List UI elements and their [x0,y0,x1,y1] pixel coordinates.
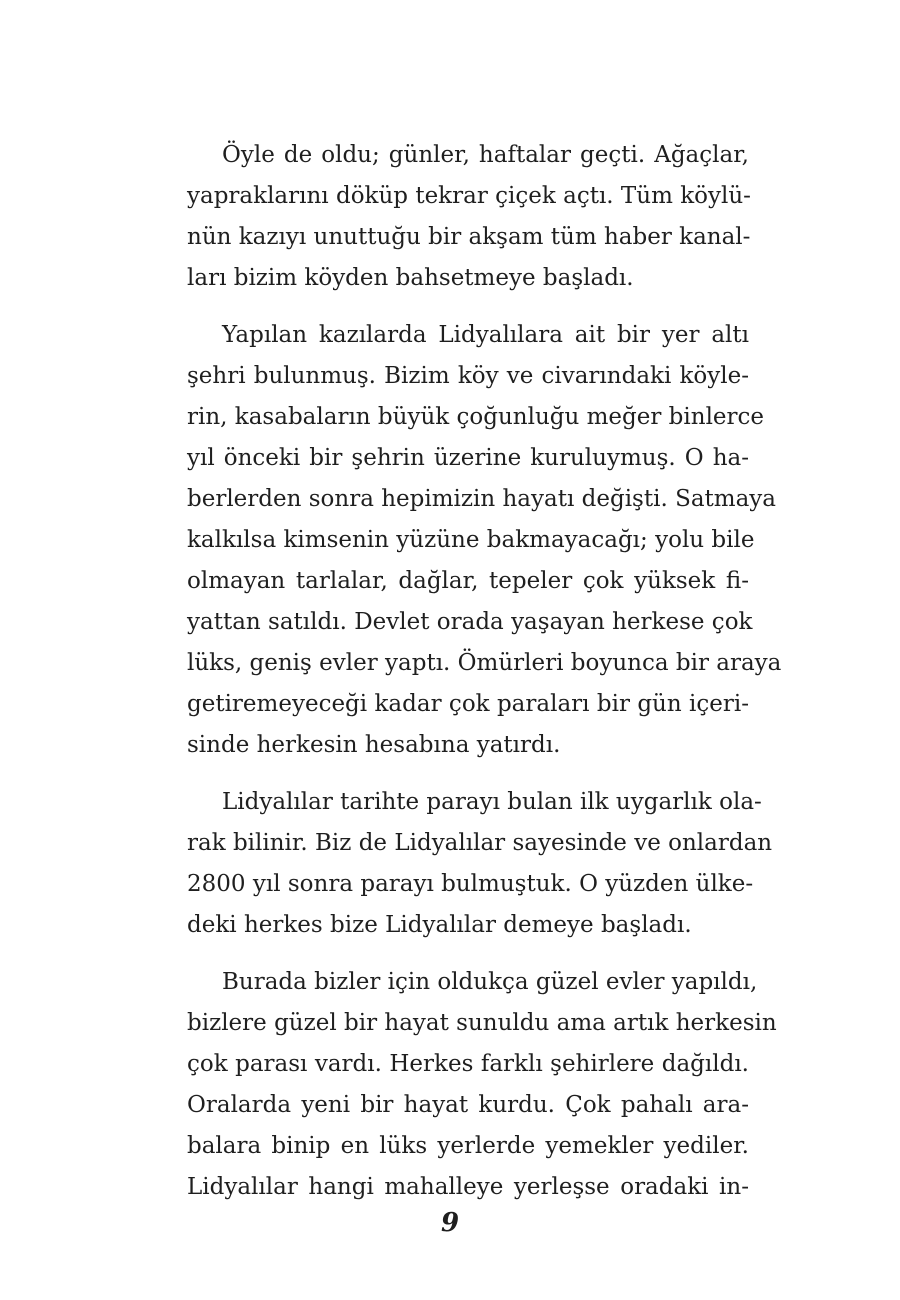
text-line: yapraklarını döküp tekrar çiçek açtı. Tüm köylü- [187,183,751,209]
text-line: şehri bulunmuş. Bizim köy ve civarındaki köyle- [187,363,749,389]
text-line: Yapılan kazılarda Lidyalılara ait bir yer altı [222,322,749,348]
text-line: nün kazıyı unuttuğu bir akşam tüm haber kanal- [187,224,751,250]
page-number: 9 [440,1208,460,1238]
text-line: ları bizim köyden bahsetmeye başladı. [187,265,634,291]
text-line: kalkılsa kimsenin yüzüne bakmayacağı; yolu bile [187,527,755,553]
text-line: bizlere güzel bir hayat sunuldu ama artık herkesin [187,1010,777,1036]
text-line: deki herkes bize Lidyalılar demeye başladı. [187,912,692,938]
text-line: rak bilinir. Biz de Lidyalılar sayesinde ve onlardan [187,830,773,856]
text-line: Burada bizler için oldukça güzel evler yapıldı, [222,969,758,995]
text-line: balara binip en lüks yerlerde yemekler yediler. [187,1133,749,1159]
text-line: yıl önceki bir şehrin üzerine kuruluymuş. O ha- [187,445,749,471]
paragraph-3 [187,782,773,946]
text-line: Lidyalılar hangi mahalleye yerleşse oradaki in- [187,1174,749,1200]
body-text [187,135,782,1224]
text-line: Öyle de oldu; günler, haftalar geçti. Ağaçlar, [222,142,749,168]
text-line: lüks, geniş evler yaptı. Ömürleri boyunca bir araya [187,650,782,676]
text-line: olmayan tarlalar, dağlar, tepeler çok yüksek fi- [187,568,749,594]
text-line: çok parası vardı. Herkes farklı şehirlere dağıldı. [187,1051,749,1077]
text-line: berlerden sonra hepimizin hayatı değişti. Satmaya [187,486,777,512]
paragraph-4 [187,962,777,1208]
paragraph-2 [187,315,782,766]
text-line: Lidyalılar tarihte parayı bulan ilk uygarlık ola- [222,789,762,815]
text-line: yattan satıldı. Devlet orada yaşayan herkese çok [187,609,753,635]
text-line: getiremeyeceği kadar çok paraları bir gün içeri- [187,691,749,717]
paragraph-1 [187,135,749,299]
text-line: sinde herkesin hesabına yatırdı. [187,732,561,758]
text-line: 2800 yıl sonra parayı bulmuştuk. O yüzden ülke- [187,871,754,897]
text-line: Oralarda yeni bir hayat kurdu. Çok pahalı ara- [187,1092,749,1118]
text-line: rin, kasabaların büyük çoğunluğu meğer binlerce [187,404,765,430]
